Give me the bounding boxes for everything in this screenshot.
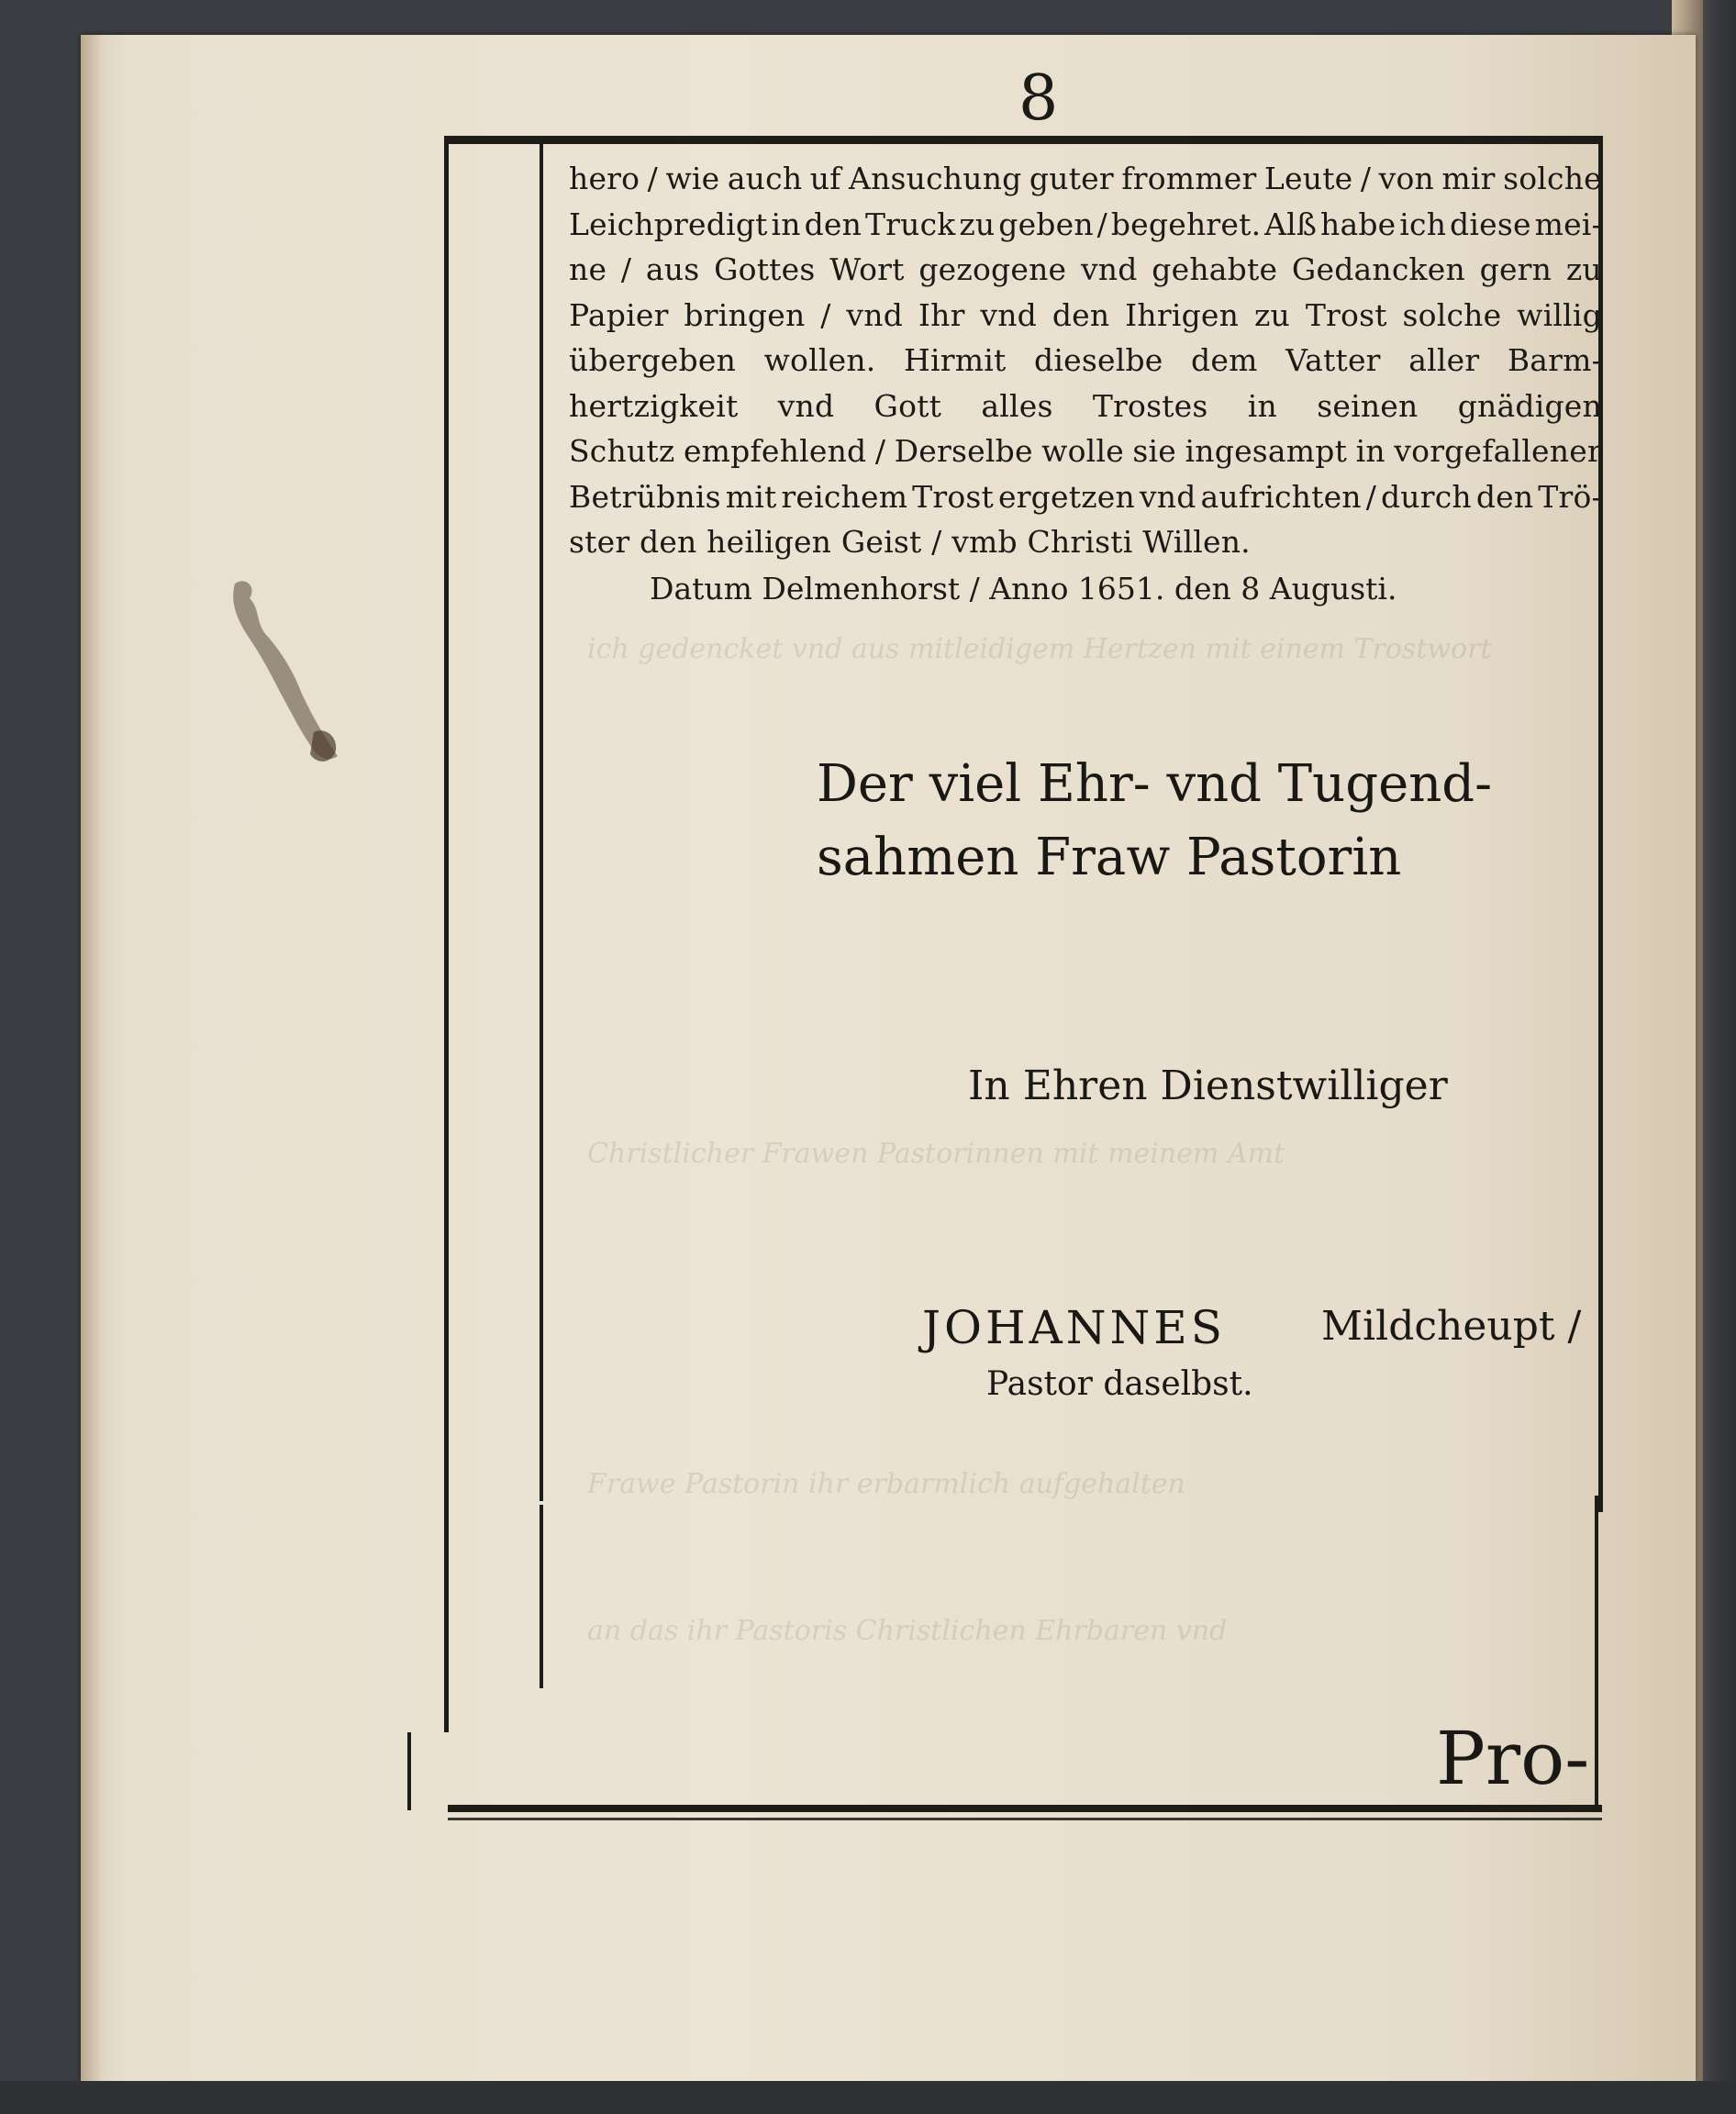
frame-top-rule (448, 136, 1602, 144)
background-bottom (0, 2081, 1736, 2114)
show-through-text: Christlicher Frawen Pastorinnen mit meinem Amt (587, 1138, 1285, 1170)
dedication-line: Der viel Ehr- vnd Tugend- (817, 754, 1493, 814)
text-line: Leichpredigt in den Truck zu geben / begehret. Alß habe ich diese mei- (569, 206, 1602, 242)
frame-right-rule-lower (1595, 1496, 1598, 1808)
paper-stain (229, 576, 358, 769)
show-through-text: an das ihr Pastoris Christlichen Ehrbaren vnd (587, 1615, 1228, 1647)
text-line: ne / aus Gottes Wort gezogene vnd gehabte Gedancken gern zu (569, 251, 1602, 287)
show-through-text: ich gedencket vnd aus mitleidigem Hertzen mit einem Trostwort (587, 633, 1492, 665)
text-line: hero / wie auch uf Ansuchung guter frommer Leute / von mir solche (569, 161, 1602, 196)
show-through-text: Frawe Pastorin ihr erbarmlich aufgehalten (587, 1468, 1185, 1500)
page-left-edge (81, 35, 101, 2081)
margin-rule-lower (540, 1505, 543, 1688)
text-line: Schutz empfehlend / Derselbe wolle sie ingesampt in vorgefallener (569, 433, 1602, 469)
signature-first-name: JOHANNES (922, 1301, 1226, 1354)
signature-title: Pastor daselbst. (986, 1365, 1253, 1403)
date-line: Datum Delmenhorst / Anno 1651. den 8 Augusti. (650, 571, 1397, 606)
frame-corner-rule (407, 1732, 411, 1810)
frame-bottom-thin-rule (448, 1818, 1602, 1820)
body-text (569, 156, 1602, 565)
text-line: übergeben wollen. Hirmit dieselbe dem Vatter aller Barm- (569, 342, 1602, 378)
frame-bottom-rule (448, 1805, 1602, 1812)
frame-left-rule (444, 136, 449, 1732)
text-line: Betrübnis mit reichem Trost ergetzen vnd aufrichten / durch den Trö- (569, 478, 1602, 515)
catchword: Pro- (1436, 1716, 1590, 1801)
signature-surname: Mildcheupt / (1321, 1303, 1582, 1350)
dedication-line: sahmen Fraw Pastorin (817, 828, 1402, 887)
dedication (817, 748, 1492, 895)
margin-rule (540, 143, 543, 1501)
text-line: ster den heiligen Geist / vmb Christi Willen. (569, 524, 1251, 560)
text-line: Papier bringen / vnd Ihr vnd den Ihrigen zu Trost solche willig (569, 296, 1602, 333)
closing-phrase: In Ehren Dienstwilliger (968, 1063, 1448, 1109)
text-line: hertzigkeit vnd Gott alles Trostes in seinen gnädigen (569, 387, 1602, 424)
page-number: 8 (1018, 62, 1059, 135)
